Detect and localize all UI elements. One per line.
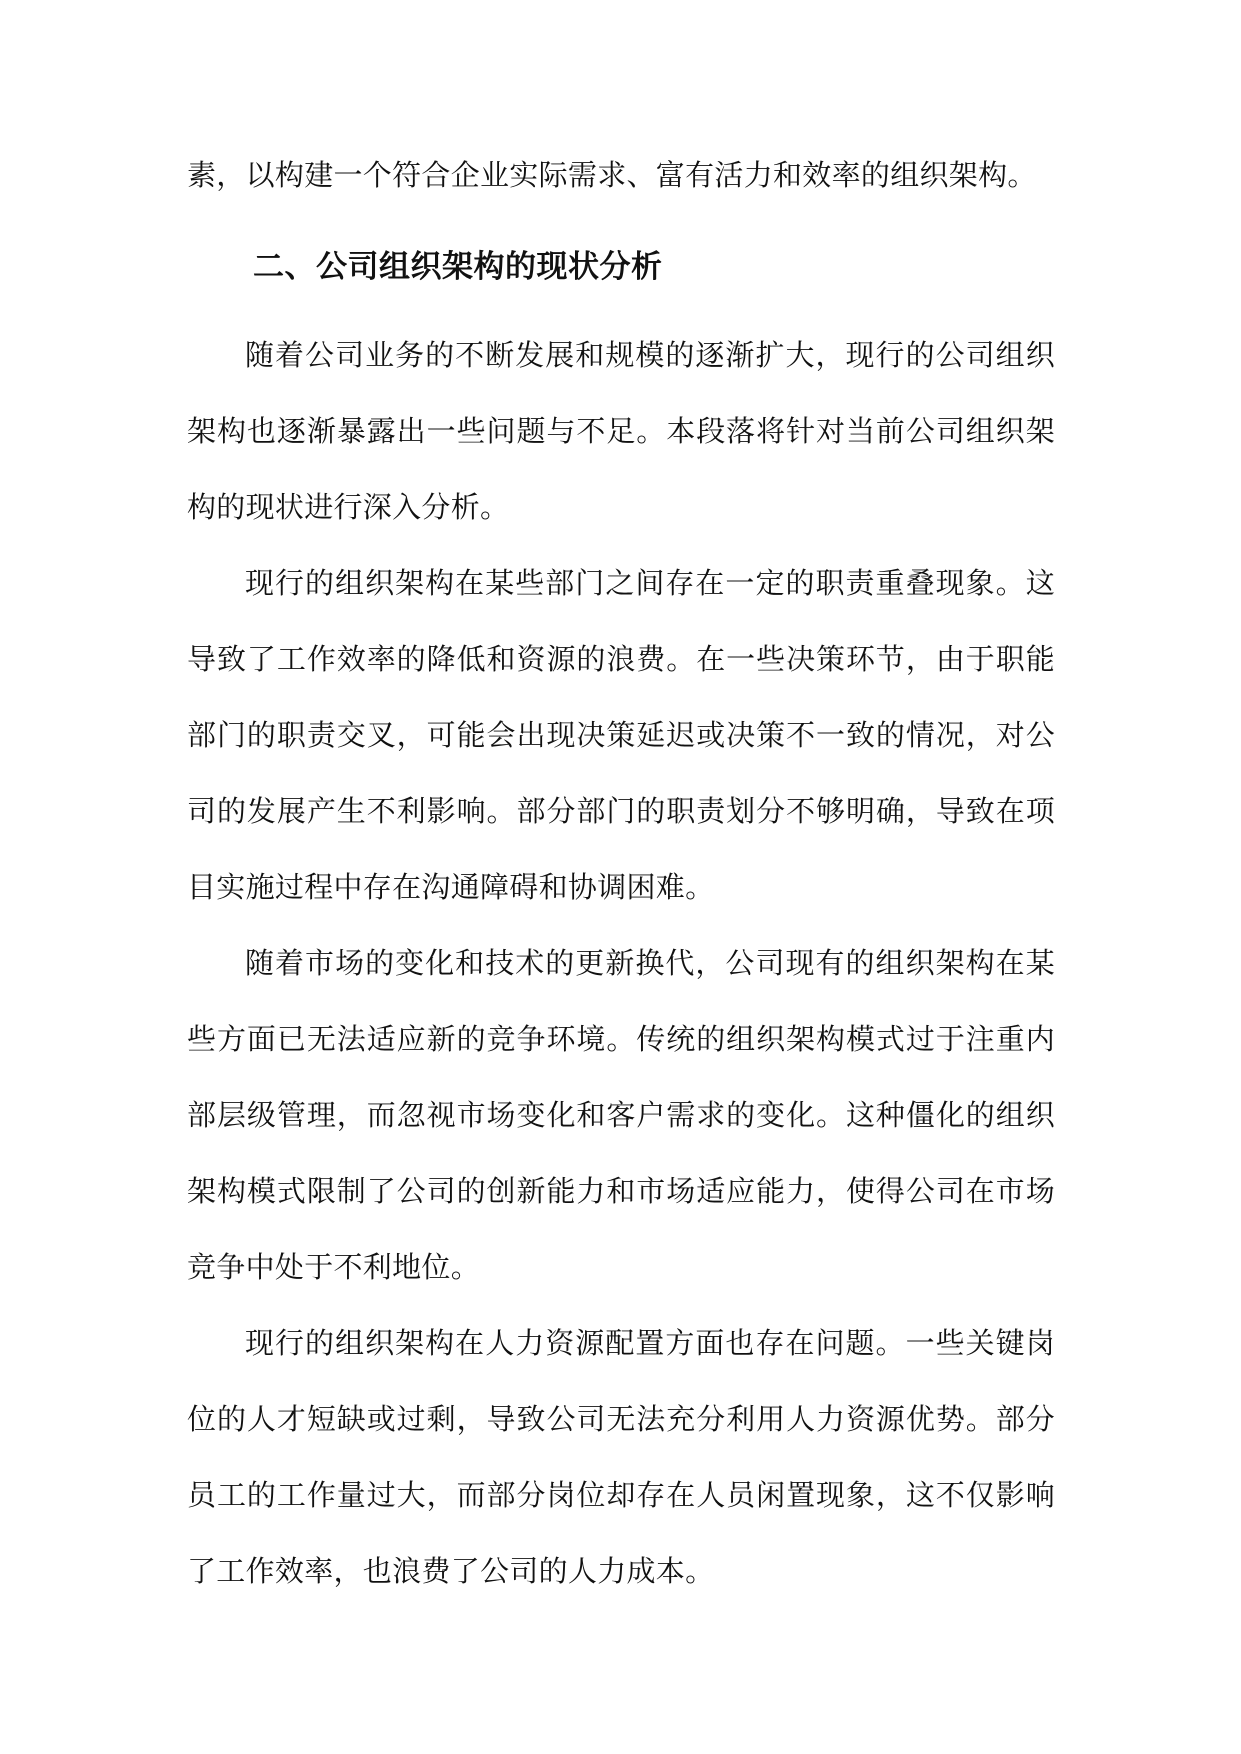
paragraph-2: 现行的组织架构在某些部门之间存在一定的职责重叠现象。这导致了工作效率的降低和资源的浪费。在一些决策环节，由于职能部门的职责交叉，可能会出现决策延迟或决策不一致的情况，对公司的发展产生不利影响。部分部门的职责划分不够明确，导致在项目实施过程中存在沟通障碍和协调困难。 xyxy=(187,566,1055,904)
paragraph-1: 随着公司业务的不断发展和规模的逐渐扩大，现行的公司组织架构也逐渐暴露出一些问题与不足。本段落将针对当前公司组织架构的现状进行深入分析。 xyxy=(187,338,1055,524)
continuation-paragraph: 素，以构建一个符合企业实际需求、富有活力和效率的组织架构。 xyxy=(187,158,1037,192)
section-heading: 二、公司组织架构的现状分析 xyxy=(253,249,663,285)
paragraph-3: 随着市场的变化和技术的更新换代，公司现有的组织架构在某些方面已无法适应新的竞争环境。传统的组织架构模式过于注重内部层级管理，而忽视市场变化和客户需求的变化。这种僵化的组织架构模式限制了公司的创新能力和市场适应能力，使得公司在市场竞争中处于不利地位。 xyxy=(187,946,1055,1284)
paragraph-4: 现行的组织架构在人力资源配置方面也存在问题。一些关键岗位的人才短缺或过剩，导致公司无法充分利用人力资源优势。部分员工的工作量过大，而部分岗位却存在人员闲置现象，这不仅影响了工作效率，也浪费了公司的人力成本。 xyxy=(187,1326,1055,1588)
document-body xyxy=(187,137,1055,1609)
